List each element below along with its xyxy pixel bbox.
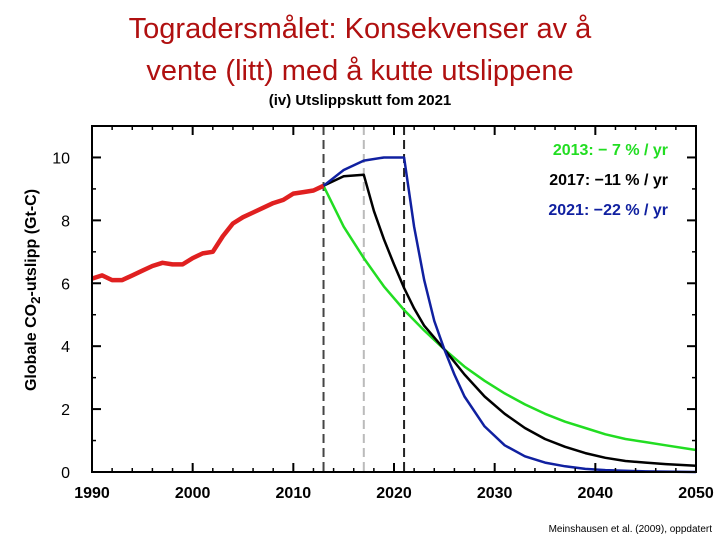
legend-item-0: 2013: − 7 % / yr xyxy=(552,142,668,159)
chart-subtitle: (iv) Utslippskutt fom 2021 xyxy=(268,92,452,109)
y-tick-label-2: 2 xyxy=(61,402,70,420)
x-tick-label-2030: 2030 xyxy=(476,485,513,502)
source-credit: Meinshausen et al. (2009), oppdatert xyxy=(548,524,712,535)
legend-item-1: 2017: −11 % / yr xyxy=(549,172,668,189)
x-tick-label-1990: 1990 xyxy=(74,485,110,502)
x-tick-label-2050: 2050 xyxy=(678,485,714,502)
y-axis-label-subscript: 2 xyxy=(28,296,44,304)
y-tick-label-10: 10 xyxy=(52,150,70,168)
y-tick-label-8: 8 xyxy=(61,213,70,231)
y-axis-label-rest: -utslipp (Gt-C) xyxy=(22,188,40,297)
y-tick-label-0: 0 xyxy=(61,465,70,482)
y-tick-label-4: 4 xyxy=(61,339,70,357)
legend xyxy=(548,142,668,219)
historical-line xyxy=(92,186,324,280)
x-tick-label-2000: 2000 xyxy=(174,485,211,502)
x-tick-label-2040: 2040 xyxy=(577,485,614,502)
chart-title-line1: Togradersmålet: Konsekvenser av å xyxy=(128,13,592,45)
x-tick-label-2010: 2010 xyxy=(275,485,312,502)
x-tick-label-2020: 2020 xyxy=(376,485,412,502)
legend-item-2: 2021: −22 % / yr xyxy=(548,202,668,219)
y-axis-label-main: Globale CO xyxy=(22,303,40,392)
y-tick-label-6: 6 xyxy=(61,276,70,294)
chart-title-line2: vente (litt) med å kutte utslippene xyxy=(146,55,574,87)
